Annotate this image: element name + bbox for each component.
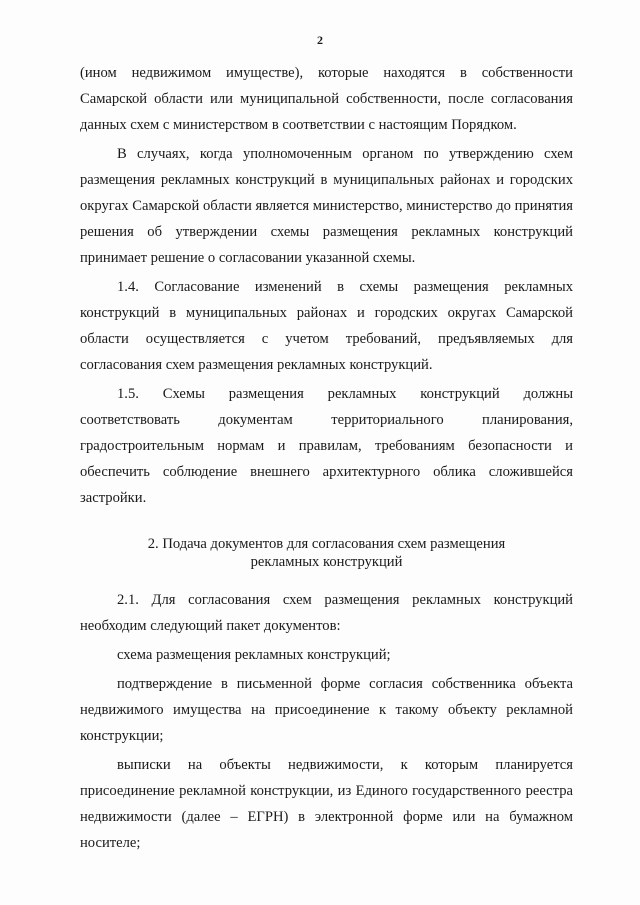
paragraph-continuation: (ином недвижимом имуществе), которые находятся в собственности Самарской области или муниципальной собственности, после согласования данных схем с министерством в соответствии с настоящим Порядком. <box>80 65 573 133</box>
paragraph-1-5: 1.5. Схемы размещения рекламных конструкций должны соответствовать документам территориального планирования, градостроительным нормам и правилам, требованиям безопасности и обеспечить соблюдение внешнего архитектурного облика сложившейся застройки. <box>80 386 573 506</box>
paragraph-ministry-approval: В случаях, когда уполномоченным органом по утверждению схем размещения рекламных конструкций в муниципальных районах и городских округах Самарской области является министерство, министерство до принятия решения об утверждении схемы размещения рекламных конструкций принимает решение о согласовании указанной схемы. <box>80 146 573 266</box>
paragraph-1-4: 1.4. Согласование изменений в схемы размещения рекламных конструкций в муниципальных районах и городских округах Самарской области осуществляется с учетом требований, предъявляемых для согласования схем размещения рекламных конструкций. <box>80 279 573 373</box>
list-item-owner-consent: подтверждение в письменной форме согласия собственника объекта недвижимого имущества на присоединение к такому объекту рекламной конструкции; <box>80 676 573 744</box>
page-number: 2 <box>317 33 323 47</box>
section-heading-line1: 2. Подача документов для согласования схем размещения <box>147 536 506 552</box>
section-heading-line2: рекламных конструкций <box>250 554 403 570</box>
section-heading <box>80 535 573 571</box>
document-body <box>80 60 573 856</box>
list-item-scheme: схема размещения рекламных конструкций; <box>117 647 391 663</box>
paragraph-2-1: 2.1. Для согласования схем размещения рекламных конструкций необходим следующий пакет документов: <box>80 592 573 634</box>
list-item-egrn-extracts: выписки на объекты недвижимости, к которым планируется присоединение рекламной конструкции, из Единого государственного реестра недвижимости (далее – ЕГРН) в электронной форме или на бумажном носителе; <box>80 757 573 851</box>
